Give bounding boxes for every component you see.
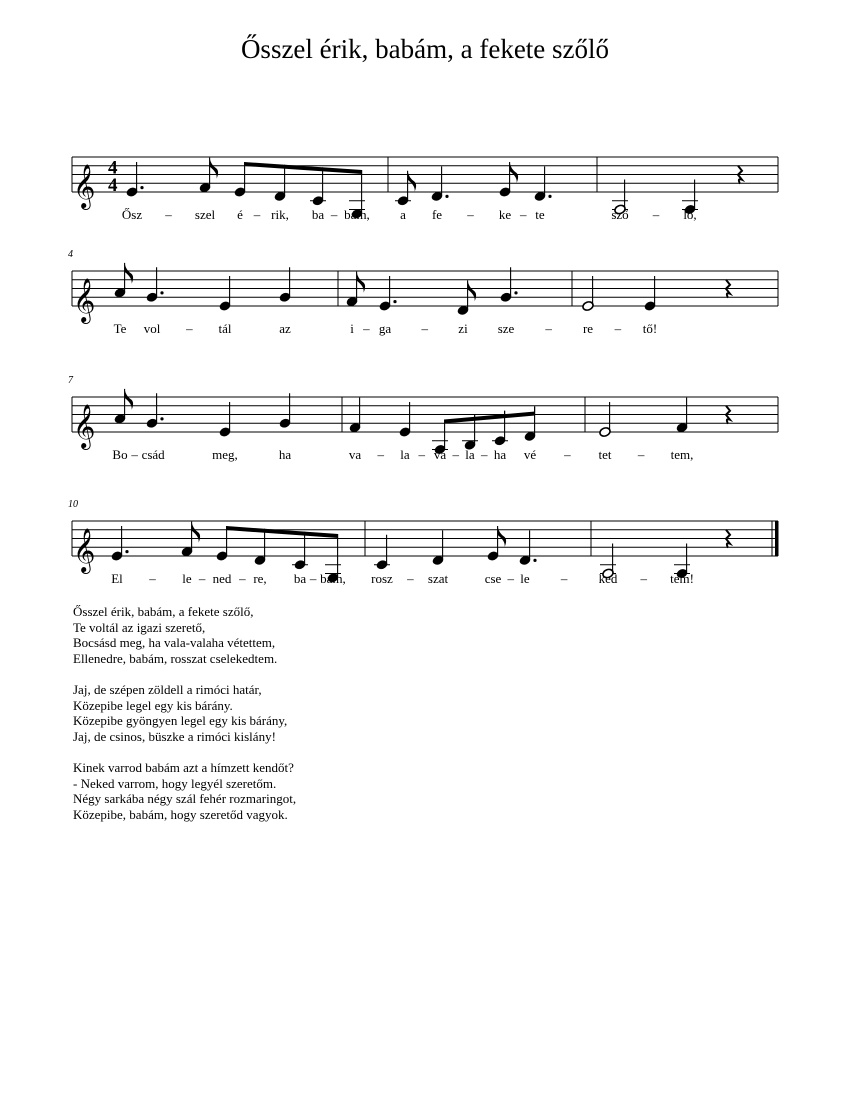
lyric-syllable: fe bbox=[431, 207, 443, 222]
lyric-syllable: ba bbox=[293, 571, 307, 586]
lyric-syllable: lő, bbox=[683, 207, 697, 222]
lyric-hyphen: – bbox=[614, 321, 622, 336]
beam bbox=[244, 162, 362, 174]
verses bbox=[73, 604, 296, 838]
lyric-syllable: meg, bbox=[212, 447, 238, 462]
verse-line: Jaj, de csinos, büszke a rimóci kislány! bbox=[73, 728, 276, 744]
lyric-hyphen: – bbox=[467, 207, 474, 222]
lyric-syllable: tál bbox=[218, 321, 232, 336]
lyric-hyphen: – bbox=[640, 571, 647, 586]
lyric-hyphen: – bbox=[545, 321, 552, 336]
lyric-hyphen: – bbox=[186, 321, 193, 336]
lyric-syllable: rik, bbox=[271, 207, 289, 222]
lyric-syllable: sze bbox=[497, 321, 515, 336]
measure-number: 4 bbox=[68, 249, 73, 260]
verse-line: Közepibe legel egy kis bárány. bbox=[73, 697, 233, 713]
augmentation-dot bbox=[548, 195, 551, 198]
eighth-flag-icon bbox=[408, 171, 417, 192]
lyric-syllable: Ősz bbox=[121, 207, 143, 222]
lyric-hyphen: – bbox=[239, 571, 246, 586]
measure-number: 10 bbox=[68, 499, 78, 510]
treble-clef-icon: 𝄞 bbox=[73, 164, 96, 208]
augmentation-dot bbox=[140, 186, 143, 189]
lyric-syllable: bám, bbox=[320, 571, 346, 586]
lyric-syllable: ke bbox=[498, 207, 512, 222]
lyric-syllable: bám, bbox=[344, 207, 370, 222]
augmentation-dot bbox=[533, 559, 536, 562]
lyric-syllable: i bbox=[350, 321, 354, 336]
eighth-flag-icon bbox=[498, 526, 507, 547]
lyric-syllable: va bbox=[433, 447, 447, 462]
lyric-syllable: te bbox=[535, 207, 545, 222]
lyric-syllable: re bbox=[582, 321, 594, 336]
lyric-hyphen: – bbox=[253, 207, 261, 222]
lyric-hyphen: – bbox=[421, 321, 428, 336]
beam bbox=[444, 412, 535, 424]
eighth-flag-icon bbox=[468, 280, 477, 301]
augmentation-dot bbox=[514, 291, 517, 294]
lyric-hyphen: – bbox=[309, 571, 317, 586]
lyric-syllable: tet bbox=[598, 447, 612, 462]
lyric-hyphen: – bbox=[407, 571, 414, 586]
treble-clef-icon: 𝄞 bbox=[73, 404, 96, 448]
time-signature-top: 4 bbox=[108, 157, 118, 179]
verse-stanza bbox=[73, 760, 296, 822]
treble-clef-icon: 𝄞 bbox=[73, 528, 96, 572]
verse-line: Közepibe, babám, hogy szeretőd vagyok. bbox=[73, 806, 288, 822]
lyric-syllable: El bbox=[111, 571, 123, 586]
augmentation-dot bbox=[445, 195, 448, 198]
lyric-syllable: Bo bbox=[112, 447, 128, 462]
verse-line: Ellenedre, babám, rosszat cselekedtem. bbox=[73, 650, 278, 666]
eighth-flag-icon bbox=[125, 389, 134, 410]
lyric-syllable: le bbox=[182, 571, 192, 586]
time-signature-bottom: 4 bbox=[108, 175, 118, 196]
eighth-flag-icon bbox=[192, 522, 201, 543]
verse-stanza bbox=[73, 682, 296, 744]
song-title: Ősszel érik, babám, a fekete szőlő bbox=[240, 34, 610, 64]
verse-line: - Neked varrom, hogy legyél szeretőm. bbox=[73, 775, 277, 791]
lyric-syllable: ked bbox=[598, 571, 618, 586]
eighth-flag-icon bbox=[357, 272, 366, 293]
final-barline-thick bbox=[775, 521, 779, 556]
lyric-syllable: tő! bbox=[642, 321, 658, 336]
lyric-syllable: rosz bbox=[371, 571, 393, 586]
lyric-syllable: re, bbox=[253, 571, 267, 586]
lyric-syllable: ha bbox=[278, 447, 292, 462]
system bbox=[68, 499, 779, 586]
augmentation-dot bbox=[125, 550, 128, 553]
lyric-syllable: é bbox=[237, 207, 243, 222]
beam bbox=[226, 526, 338, 538]
lyric-syllable: ha bbox=[493, 447, 507, 462]
lyric-syllable: zi bbox=[458, 321, 468, 336]
verse-line: Bocsásd meg, ha vala-valaha vétettem, bbox=[73, 635, 276, 651]
lyric-syllable: va bbox=[348, 447, 362, 462]
eighth-flag-icon bbox=[125, 263, 134, 284]
lyric-syllable: le bbox=[520, 571, 530, 586]
system bbox=[72, 157, 778, 222]
lyric-syllable: a bbox=[400, 207, 406, 222]
lyric-hyphen: – bbox=[481, 447, 488, 462]
eighth-flag-icon bbox=[510, 162, 519, 183]
verse-line: Négy sarkába négy szál fehér rozmaringot, bbox=[73, 791, 297, 807]
system bbox=[68, 375, 778, 462]
lyric-hyphen: – bbox=[131, 447, 138, 462]
verse-stanza bbox=[73, 604, 296, 666]
lyric-hyphen: – bbox=[452, 447, 459, 462]
lyric-hyphen: – bbox=[149, 571, 156, 586]
lyric-syllable: szat bbox=[427, 571, 449, 586]
lyric-syllable: ned bbox=[212, 571, 232, 586]
lyric-syllable: csád bbox=[141, 447, 165, 462]
lyric-hyphen: – bbox=[165, 207, 172, 222]
verse-line: Ősszel érik, babám, a fekete szőlő, bbox=[73, 604, 254, 619]
verse-line: Közepibe gyöngyen legel egy kis bárány, bbox=[73, 713, 288, 729]
lyric-syllable: az bbox=[279, 321, 291, 336]
lyric-syllable: la bbox=[465, 447, 475, 462]
lyric-hyphen: – bbox=[330, 207, 338, 222]
augmentation-dot bbox=[160, 417, 163, 420]
measure-number: 7 bbox=[68, 375, 73, 386]
lyric-hyphen: – bbox=[560, 571, 568, 586]
treble-clef-icon: 𝄞 bbox=[73, 278, 96, 322]
lyric-syllable: szel bbox=[194, 207, 216, 222]
augmentation-dot bbox=[160, 291, 163, 294]
lyric-hyphen: – bbox=[363, 321, 370, 336]
lyric-syllable: cse bbox=[484, 571, 502, 586]
lyric-syllable: la bbox=[400, 447, 410, 462]
lyric-syllable: vol bbox=[143, 321, 161, 336]
lyric-hyphen: – bbox=[418, 447, 426, 462]
augmentation-dot bbox=[393, 300, 396, 303]
verse-line: Kinek varrod babám azt a hímzett kendőt? bbox=[73, 759, 294, 775]
lyric-hyphen: – bbox=[652, 207, 660, 222]
lyric-syllable: tem, bbox=[670, 447, 694, 462]
lyric-syllable: vé bbox=[523, 447, 537, 462]
lyric-hyphen: – bbox=[564, 447, 571, 462]
eighth-flag-icon bbox=[210, 158, 219, 179]
lyric-syllable: ba bbox=[311, 207, 325, 222]
lyric-hyphen: – bbox=[507, 571, 515, 586]
lyric-syllable: ga bbox=[378, 321, 392, 336]
system bbox=[68, 249, 778, 336]
lyric-syllable: sző bbox=[611, 207, 629, 222]
lyric-syllable: Te bbox=[113, 321, 127, 336]
lyric-hyphen: – bbox=[198, 571, 206, 586]
lyric-hyphen: – bbox=[519, 207, 527, 222]
lyric-hyphen: – bbox=[377, 447, 384, 462]
verse-line: Te voltál az igazi szerető, bbox=[73, 619, 206, 635]
lyric-hyphen: – bbox=[637, 447, 645, 462]
verse-line: Jaj, de szépen zöldell a rimóci határ, bbox=[73, 681, 262, 697]
lyric-syllable: tem! bbox=[670, 571, 694, 586]
